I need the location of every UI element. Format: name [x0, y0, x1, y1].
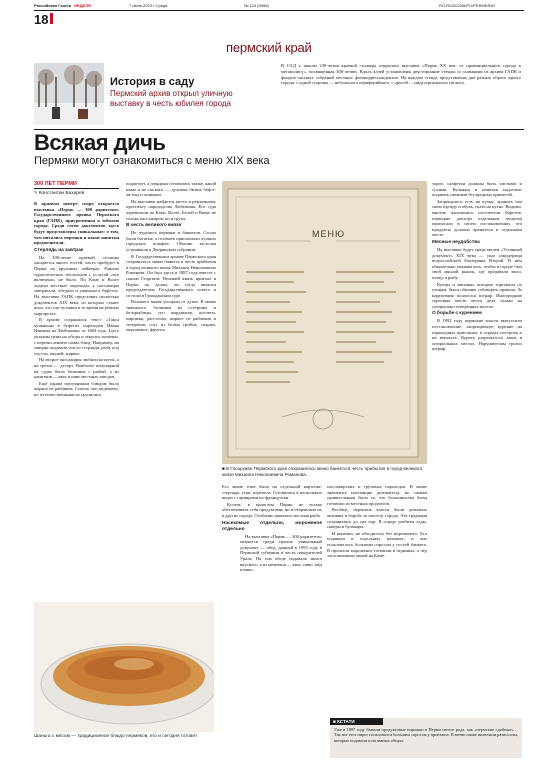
- col2-p1: подкотлет, а говядина готовилась также, какой ныне и не сыскать, — духовая, битки, беф-а-ля-мод и заливное.: [126, 181, 216, 198]
- col1-p1: В краевом центре скоро откроется выставка «Пермь — 300 раритетов» Государственного архива Пермского края (ГАПК), приуроченная к юбилею города. Среди сотен документов здесь будут представлены уникальные: о том, чем питались пермяки и какие напитки предпочитали.: [34, 201, 119, 246]
- caption-marker: ■: [222, 466, 225, 471]
- col4-subhead-2: О борьбе с курением: [432, 311, 482, 317]
- note-label: [330, 718, 383, 725]
- col3a-subhead: Насекомые отдельно, мороженое отдельно: [222, 520, 322, 532]
- col1-p3: В архиве сохранился текст «Такса кушаньям в буфетах пароходов Ивана Иванова на Любимова» от 1884 года. Здесь указаны цены на обеды и закуски, конечно, с перечислением самих блюд. Например, на завтрак подавали ухи из стерляди, рыбу под соусом, окуней, жаркое.: [34, 317, 119, 356]
- menu-photo: [222, 181, 427, 464]
- col1-p2: На 300-летие краевой столицы ожидается много гостей, часть прибудет в Пермь на круизных лайнерах. Раньше туристических теплоходов с услугой «все включено» не было. По Каме и Волге ходили местные пароходы, а пассажиры завтракали, обедали и ужинали в буфетах. На выставке ГАПК представит несколько документов XIX века, из которых станет ясно, что ели путники в то время на речных маршрутах.: [34, 254, 119, 316]
- teaser-title: История в саду: [110, 76, 195, 88]
- col3b-p1: пассажирских и грузовых пароходов. В меню значились настоящие деликатесы, но самым удивительным было то, что большинство блюд готовили из местных продуктов.: [327, 484, 427, 506]
- masthead-brand: НЕДЕЛЯ: [74, 3, 91, 8]
- col2-p5: Великого князя угощали от души. В меню значились: ботвинья из осетрины и белорыбицы, суп жардиньер, котлеты, пирожки, расстегаи, жаркое из рябчиков и тетеревов, соус из белых грибов, спаржа, мороженое, фрукты.: [126, 299, 216, 333]
- article-rubric: 300 ЛЕТ ПЕРМИ: [34, 181, 77, 187]
- page-number: 18: [34, 12, 49, 27]
- note-icon: ■: [333, 719, 336, 724]
- article-title: Всякая дичь: [34, 130, 166, 155]
- col4-p5: В 1892 году пермские власти выпустили постановление, запрещающее курение на пароходных пристанях, в оградах построек и на вокзалах. Курить разрешалось лишь в специальных местах. Нарушителям грозил штраф.: [432, 318, 522, 352]
- issue-number: № 124 (9068): [244, 3, 269, 8]
- note-box: [330, 718, 522, 758]
- column-4: [432, 181, 522, 721]
- col3a-p2: Кстати, в прошлом Пермь не только обеспечивала себя продуктами, но и отправляла их в другие города. Особенно ценилась местная рыба.: [222, 501, 322, 518]
- section-title: пермский край: [226, 40, 312, 55]
- teaser-photo: [34, 63, 104, 125]
- author-icon: ✎: [34, 190, 38, 195]
- col3b-p2: Вообще, пермские власти были довольно активны в борьбе за чистоту города. Эта традиция сохранилась до сих пор. В городе разбиты сады, скверы и бульвары.: [327, 507, 427, 530]
- top-strip: [34, 3, 534, 9]
- caption-text: В Госархиве Пермского края сохранилось меню банкета в честь прибытия в город великого князя Михаила Николаевича Романова.: [222, 466, 423, 477]
- col4-p3: На выставке будет представлен «Уставный документ» XIX века — указ самодержца всероссийской Екатерины Второй. В нём обязательно указывалось, чтобы в городе был свой мясной рынок, где продавали мясо, птицу и рыбу.: [432, 246, 522, 280]
- author-name: Константин Бахарев: [38, 191, 85, 196]
- menu-card-title: МЕНЮ: [312, 229, 346, 239]
- col2-subhead: В честь великого князя: [126, 223, 182, 229]
- issue-date: 7 июня 2023 • Среда: [129, 3, 168, 8]
- article-lead: Пермяки могут ознакомиться с меню XIX века: [34, 155, 270, 167]
- column-3a: [222, 484, 322, 714]
- col4-p2: Запрещалось есть на кухне, хранить там свою одежду и обувь, спать на кухне. Видимо, многие жаловались посетители буфетов: пермские доктора отдельным пунктом прописали в своем постановлении, что продукты должны храниться в отдельном месте.: [432, 198, 522, 238]
- col2-p4: В Государственном архиве Пермского края сохранилось меню банкета в честь прибытия в город великого князя Михаила Николаевича Романова. Он был здесь в 1887 году вместе с сыном Георгием. Великий князь приехал в Пермь по делам, он тогда являлся председателем Государственного совета и состоял в Гражданском суде.: [126, 253, 216, 298]
- red-marker: [50, 13, 53, 24]
- teaser-lead: Пермский архив открыл уличную выставку в честь юбилея города: [110, 89, 233, 108]
- col4-p4: Купцы и мясники, которые торговали по улицам, были обязаны соблюдать правила. За нарушения полагался штраф. Иногородние торговцы могли вести дела только на специально отведённых местах.: [432, 281, 522, 309]
- url-info: RG.RU/2023/6/PG/PERMKRAY: [439, 3, 496, 8]
- dish-caption: Шаньга с мясом — традиционное блюдо пермяков, его и сегодня готовят: [34, 734, 198, 739]
- teaser-body: В САД у школы 230-летия краевой столицы открылась выставка «Пермь XX век: от провинциального города к мегаполису», посвящённая 300-летию. Вдоль аллей установлены двусторонние стенды со снимками из архива ГАПК и фондов частных собраний местных фотокорреспондентов. На каждом стенде представлены два разных образа одного города: с одной стороны — небольшого периферийного, с другой — индустриального гиганта.: [281, 63, 521, 86]
- note-text: Уже в 1887 году бывали продуктовые пирожки в Перми своего рода, как «пермские сдобные»… Так вот этот пирог пользовался большим спросом у приезжих. В меню также включали разносолы, которые подавали и на званых обедах.: [334, 727, 518, 743]
- col2-p2: На выставке найдется место и рекламному проспекту пароходства Любимова. Его суда перевозили по Каме, Волге, Белой и Вятке не только пассажиров, но и грузы.: [126, 198, 216, 221]
- col3a-p1: Его меню тоже было на отдельной карточке: стерлядь, утки, перепела. Готовились в нескольких видах с гарнирами по-французски.: [222, 484, 322, 501]
- col3a-p3: На выставке «Пермь — 300 раритетов» окажется среди прочих уникальный документ — обед, данный в 1893 году в Пермской губернии в честь покорителей Урала. На том обеде подавали много вкусного, а из напитков — квас, пиво, мёд и вино.: [240, 533, 322, 573]
- article-author: [34, 190, 84, 196]
- col4-p1: торги, салфетки должны быть чистыми и сухими. Кушанья и напитки надлежит подавать свежими без вредных примесей.: [432, 181, 522, 198]
- col2-p3: Не чурались пермяки и банкетов. Столы были богатые, а готовить приглашали лучших городских поваров. Обычно застолья устраивали в Дворянском собрании.: [126, 230, 216, 252]
- column-3b: [327, 484, 427, 740]
- note-label-text: КСТАТИ: [337, 719, 355, 724]
- col1-subhead: Стерлядь на завтрак: [34, 247, 84, 253]
- masthead-left: Российская Газета: [34, 3, 72, 8]
- col1-p4: На второе пассажиры любили котлеты, а на третье — десерт. Наиболее популярной на судах была ботвинья с рыбой, а из напитков — квас и пиво местных заводов.: [34, 357, 119, 380]
- col1-p5: Ещё одним популярным блюдом было жаркое из рябчиков. Стоило оно недёшево, но путешественники не скупились.: [34, 380, 119, 397]
- menu-photo-caption: [222, 466, 427, 477]
- dish-photo: [34, 602, 214, 732]
- col4-subhead-1: Мясные неудобства: [432, 239, 480, 245]
- col3b-p3: И конечно, не обходилось без мороженого. Его подавали в отдельных вазочках, и оно пользовалось большим спросом у гостей банкета. В прошлом мороженое готовили в ледниках, а лёд заготавливали зимой на Каме.: [327, 530, 427, 559]
